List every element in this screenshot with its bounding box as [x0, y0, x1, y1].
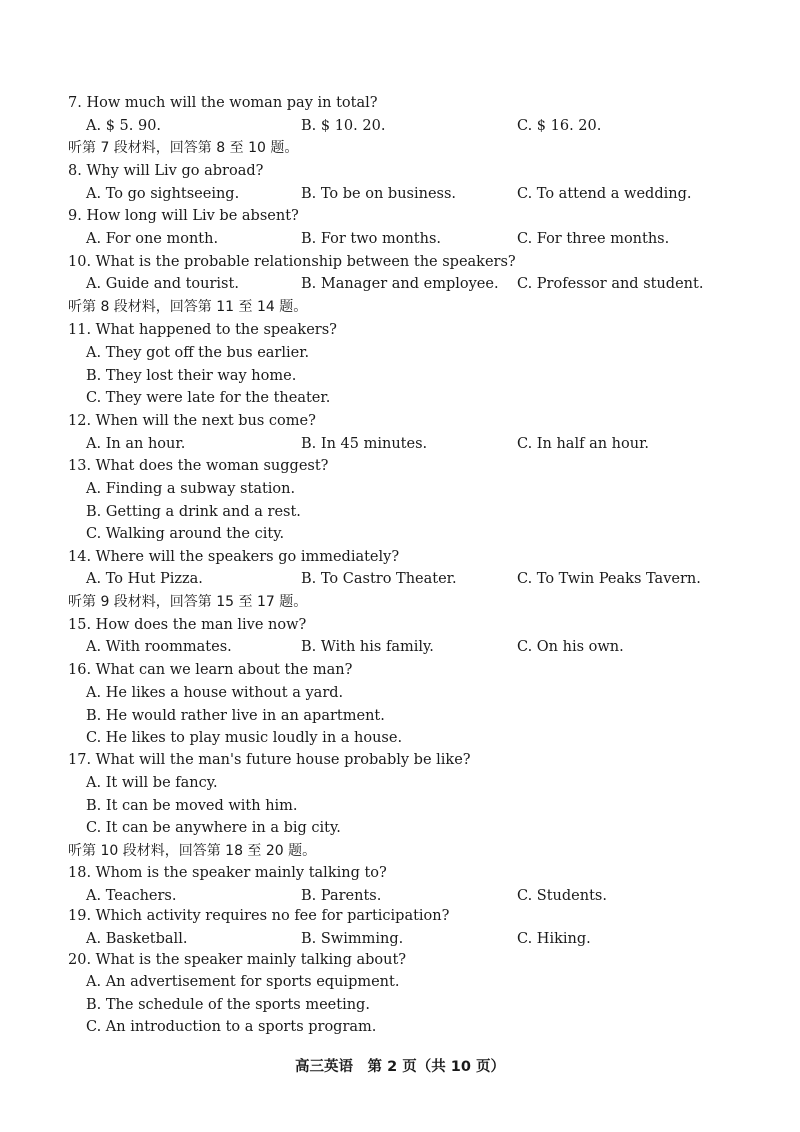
question-stem: [0, 92, 800, 114]
question-text: 14. Where will the speakers go immediately?: [68, 549, 400, 565]
choice-c: C. He likes to play music loudly in a house.: [86, 730, 403, 747]
question-stem: [0, 455, 800, 477]
choice-a: A. Guide and tourist.: [86, 276, 239, 292]
choice-c: C. Students.: [517, 888, 607, 904]
section-header: [0, 296, 800, 318]
choice-b: B. He would rather live in an apartment.: [86, 707, 385, 724]
choice-c: C. Hiking.: [517, 931, 591, 947]
choice-c: C. It can be anywhere in a big city.: [86, 820, 341, 837]
question-text: 7. How much will the woman pay in total?: [68, 95, 378, 111]
choice-row: [0, 433, 800, 455]
choice-row: [0, 387, 800, 409]
choice-a: A. With roommates.: [86, 639, 232, 655]
choice-a: A. $ 5. 90.: [86, 118, 162, 134]
question-stem: [0, 949, 800, 971]
question-stem: [0, 862, 800, 884]
choice-b: B. It can be moved with him.: [86, 797, 298, 814]
question-text: 20. What is the speaker mainly talking about?: [68, 952, 407, 968]
choice-row: [0, 705, 800, 727]
choice-a: A. It will be fancy.: [86, 775, 218, 791]
choice-row: [0, 994, 800, 1016]
section-header-text: 听第 10 段材料，回答第 18 至 20 题。: [68, 843, 317, 859]
choice-row: [0, 183, 800, 205]
question-text: 12. When will the next bus come?: [68, 413, 316, 429]
choice-row: [0, 795, 800, 817]
question-stem: [0, 160, 800, 182]
question-text: 19. Which activity requires no fee for participation?: [68, 908, 450, 924]
section-header: [0, 137, 800, 159]
choice-b: B. To Castro Theater.: [301, 571, 457, 587]
choice-row: [0, 523, 800, 545]
choice-row: [0, 228, 800, 250]
page-footer: 高三英语 第 2 页（共 10 页）: [295, 1059, 505, 1075]
question-text: 17. What will the man's future house probably be like?: [68, 752, 471, 768]
section-header-text: 听第 7 段材料，回答第 8 至 10 题。: [68, 140, 299, 156]
choice-c: C. To Twin Peaks Tavern.: [517, 571, 701, 587]
choice-b: B. Getting a drink and a rest.: [86, 503, 301, 520]
question-text: 15. How does the man live now?: [68, 617, 307, 633]
choice-row: [0, 365, 800, 387]
choice-a: A. An advertisement for sports equipment.: [86, 974, 400, 990]
choice-c: C. An introduction to a sports program.: [86, 1019, 377, 1036]
question-stem: [0, 905, 800, 927]
choice-b: B. Swimming.: [301, 931, 404, 947]
choice-row: [0, 928, 800, 950]
choice-c: C. $ 16. 20.: [517, 118, 602, 134]
choice-a: A. Finding a subway station.: [86, 481, 296, 497]
choice-a: A. For one month.: [86, 231, 219, 247]
choice-c: C. To attend a wedding.: [517, 186, 692, 202]
choice-row: [0, 817, 800, 839]
choice-row: [0, 971, 800, 993]
choice-a: A. They got off the bus earlier.: [86, 345, 310, 361]
choice-row: [0, 636, 800, 658]
choice-a: A. To Hut Pizza.: [86, 571, 203, 587]
question-text: 13. What does the woman suggest?: [68, 458, 329, 474]
question-text: 8. Why will Liv go abroad?: [68, 163, 264, 179]
question-stem: [0, 749, 800, 771]
question-text: 11. What happened to the speakers?: [68, 322, 337, 338]
choice-c: C. Walking around the city.: [86, 526, 285, 543]
question-stem: [0, 614, 800, 636]
choice-row: [0, 885, 800, 907]
choice-row: [0, 682, 800, 704]
choice-row: [0, 772, 800, 794]
section-header: [0, 840, 800, 862]
question-stem: [0, 319, 800, 341]
choice-a: A. To go sightseeing.: [86, 186, 240, 202]
choice-row: [0, 568, 800, 590]
choice-a: A. Basketball.: [86, 931, 188, 947]
choice-b: B. With his family.: [301, 639, 434, 655]
choice-row: [0, 501, 800, 523]
choice-a: A. He likes a house without a yard.: [86, 685, 344, 701]
section-header-text: 听第 9 段材料，回答第 15 至 17 题。: [68, 594, 308, 610]
question-text: 9. How long will Liv be absent?: [68, 208, 299, 224]
question-stem: [0, 546, 800, 568]
question-stem: [0, 659, 800, 681]
choice-row: [0, 1016, 800, 1038]
choice-c: C. For three months.: [517, 231, 670, 247]
question-stem: [0, 251, 800, 273]
question-stem: [0, 410, 800, 432]
choice-b: B. To be on business.: [301, 186, 457, 202]
choice-b: B. $ 10. 20.: [301, 118, 386, 134]
choice-row: [0, 342, 800, 364]
choice-b: B. The schedule of the sports meeting.: [86, 996, 370, 1013]
choice-b: B. In 45 minutes.: [301, 436, 428, 452]
choice-b: B. For two months.: [301, 231, 442, 247]
choice-c: C. They were late for the theater.: [86, 390, 331, 407]
choice-b: B. They lost their way home.: [86, 367, 297, 384]
question-text: 10. What is the probable relationship between the speakers?: [68, 254, 516, 270]
choice-b: B. Manager and employee.: [301, 276, 499, 292]
choice-a: A. In an hour.: [86, 436, 186, 452]
choice-row: [0, 478, 800, 500]
choice-c: C. In half an hour.: [517, 436, 650, 452]
choice-b: B. Parents.: [301, 888, 382, 904]
choice-c: C. Professor and student.: [517, 276, 704, 292]
question-stem: [0, 205, 800, 227]
question-text: 16. What can we learn about the man?: [68, 662, 353, 678]
choice-row: [0, 115, 800, 137]
question-text: 18. Whom is the speaker mainly talking to?: [68, 865, 387, 881]
section-header: [0, 591, 800, 613]
choice-c: C. On his own.: [517, 639, 624, 655]
choice-row: [0, 727, 800, 749]
choice-row: [0, 273, 800, 295]
section-header-text: 听第 8 段材料，回答第 11 至 14 题。: [68, 299, 308, 315]
choice-a: A. Teachers.: [86, 888, 177, 904]
